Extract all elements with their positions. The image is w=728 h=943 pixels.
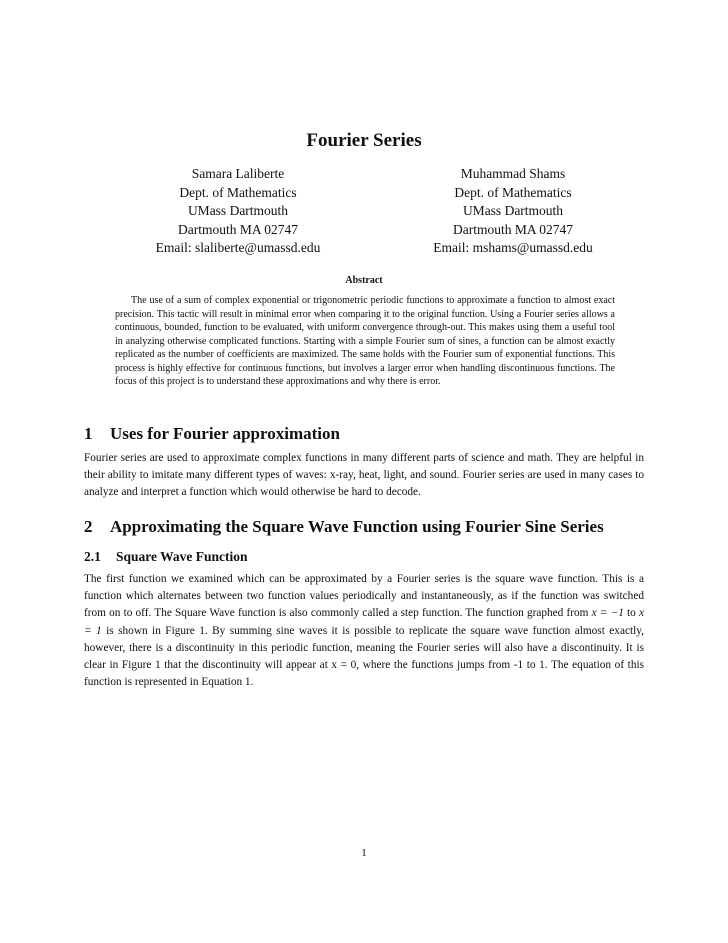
section-title: Uses for Fourier approximation [110, 424, 340, 443]
author-email: Email: mshams@umassd.edu [433, 240, 593, 255]
subsection-heading-2-1 [84, 549, 248, 565]
paragraph-text: The first function we examined which can be approximated by a Fourier series is the square wave function. This is a function which alternates between two function values periodically and instantaneously, as if the function was switched from on to off. The Square Wave function is also commonly called a step function. The function graphed from [84, 573, 644, 620]
section-1-paragraph: Fourier series are used to approximate complex functions in many different parts of science and math. They are helpful in their ability to imitate many different types of waves: x-ray, heat, light, and sound. Fourier series are used in many cases to analyze and interpret a function which would otherwise be hard to decode. [84, 452, 644, 499]
inline-math: x = 1 [84, 607, 645, 637]
author-name: Muhammad Shams [460, 166, 566, 181]
author-address: Dartmouth MA 02747 [178, 221, 298, 237]
section-2-1-paragraph [84, 571, 644, 691]
author-dept: Dept. of Mathematics [179, 184, 297, 200]
section-heading-1 [84, 424, 340, 444]
abstract-text: The use of a sum of complex exponential or trigonometric periodic functions to approximate a function to almost exact precision. This tactic will result in minimal error when comparing it to the original function. Using a Fourier series allows a continuous, bounded, function to be evaluated, with uniform convergence through-out. This makes using them a useful tool in analyzing otherwise complicated functions. Starting with a simple Fourier sum of sines, a function can be almost exactly replicated as the number of coefficients are maximized. The same holds with the Fourier sum of exponential functions. This process is highly effective for continuous functions, but involves a larger error when handling discontinuous functions. The focus of this project is to understand these approximations and why there is error. [115, 295, 615, 387]
author-email: Email: slaliberte@umassd.edu [155, 240, 321, 255]
author-block-1 [108, 165, 368, 258]
inline-math: x = −1 [591, 607, 624, 620]
section-number: 1 [84, 424, 93, 443]
subsection-number: 2.1 [84, 549, 101, 564]
abstract-heading: Abstract [345, 275, 383, 286]
section-heading-2 [84, 517, 604, 537]
author-block-2 [383, 165, 643, 258]
author-institution: UMass Dartmouth [462, 203, 564, 218]
page-number: 1 [361, 847, 367, 859]
paragraph-text: to [623, 607, 639, 620]
author-address: Dartmouth MA 02747 [453, 221, 573, 237]
paragraph-text: is shown in Figure 1. By summing sine waves it is possible to replicate the square wave function almost exactly, however, there is a discontinuity in this periodic function, meaning the Fourier series will also have a discontinuity. It is clear in Figure 1 that the discontinuity will appear at x = 0, where the functions jumps from -1 to 1. The equation of this function is represented in Equation 1. [84, 624, 644, 689]
paper-title: Fourier Series [306, 130, 422, 151]
author-name: Samara Laliberte [191, 166, 285, 181]
author-institution: UMass Dartmouth [187, 203, 289, 218]
section-number: 2 [84, 517, 93, 536]
section-title: Approximating the Square Wave Function using Fourier Sine Series [110, 517, 604, 536]
subsection-title: Square Wave Function [116, 549, 248, 564]
author-dept: Dept. of Mathematics [454, 184, 572, 200]
